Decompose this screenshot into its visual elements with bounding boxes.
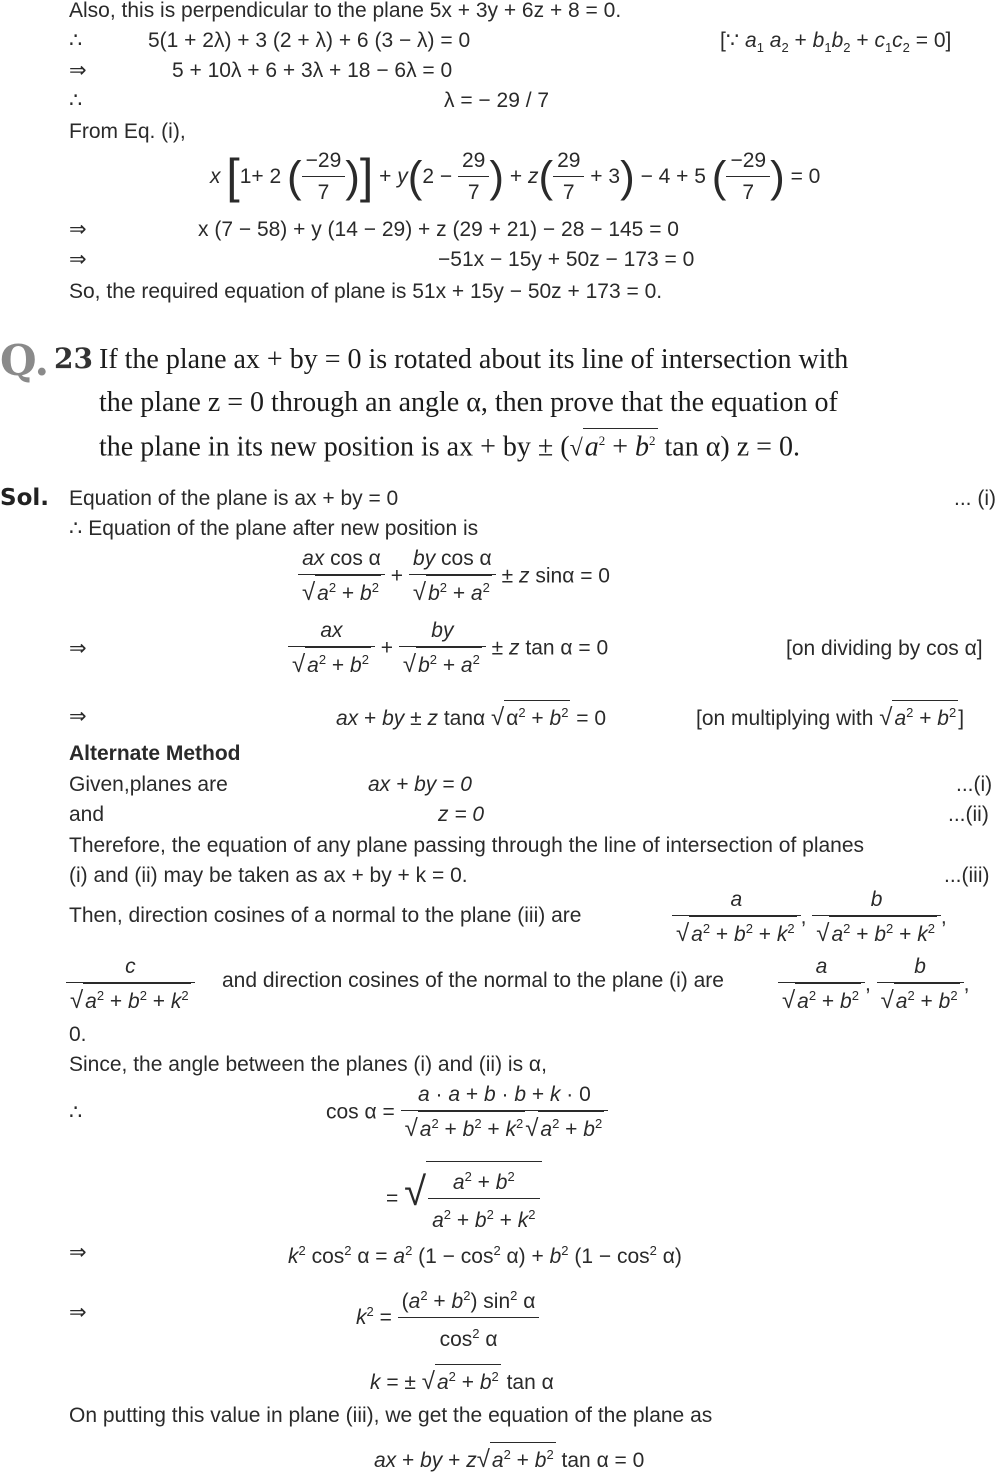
equation-large: x [1+ 2 ( $\frac{-29}{7}$ )] + y(2 − $\frac{29}{7}$ ) + z( $\frac{29}{7}$ + 3) − 4 + 5 ( $\frac{-29}{7}$ ) = 0 — [210, 146, 820, 209]
implies-symbol: ⇒ — [69, 218, 87, 241]
equation: ax + by + $z√a^2 + b^2$ tan α = 0 — [374, 1442, 644, 1474]
text-line: (i) and (ii) may be taken as ax + by + k = 0. — [69, 864, 468, 887]
equation-large: $k^2$ = $\frac{(a^2 + b^2) \sin^2 \alpha}{\cos^2 \alpha}$ — [356, 1280, 539, 1356]
question-line: If the plane ax + by = 0 is rotated about its line of intersection with — [99, 344, 849, 375]
equation: k = ± $√a^2 + b^2$ tan α — [370, 1364, 554, 1396]
equation: λ = − 29 / 7 — [444, 89, 550, 112]
text-line: ∴ Equation of the plane after new position is — [69, 517, 479, 540]
equation-large: $\frac{c}{√a^2 + b^2 + k^2}$ — [66, 952, 195, 1018]
text-line: Equation of the plane is ax + by = 0 — [69, 487, 399, 510]
question-text: its new position is ax + by ± ( — [236, 431, 570, 463]
equation: −51x − 15y + 50z − 173 = 0 — [438, 248, 695, 271]
equation-tag: ...(iii) — [944, 864, 990, 887]
equation-tag: ... (i) — [954, 487, 996, 510]
equation-tag: ...(i) — [956, 773, 993, 796]
equation: $k^2$ $\cos^2 \alpha = a^2$ $(1 - \cos^2 \alpha) + b^2$ $(1 - \cos^2 \alpha)$ — [288, 1243, 682, 1268]
text-line: Therefore, the equation of any plane passing through the line of intersection of planes — [69, 834, 865, 857]
equation-large: $\frac{a}{√a^2 + b^2}$ , $\frac{b}{√a^2 + b^2}$ , — [778, 952, 969, 1018]
text-line: From Eq. (i), — [69, 120, 186, 143]
implies-symbol: ⇒ — [69, 248, 87, 271]
equation: 5(1 + 2λ) + 3 (2 + λ) + 6 (3 − λ) = 0 — [148, 29, 471, 52]
implies-symbol: ⇒ — [69, 1301, 87, 1324]
text-line: and — [69, 803, 105, 826]
therefore-symbol: ∴ — [69, 1101, 83, 1124]
note-text: [on multiplying with — [696, 707, 874, 730]
note: [on dividing by cos α] — [786, 637, 983, 660]
implies-symbol: ⇒ — [69, 705, 87, 728]
question-text: tan α) z = 0. — [664, 431, 800, 463]
text-line: Also, this is perpendicular to the plane 5x + 3y + 6z + 8 = 0. — [69, 0, 622, 22]
equation: ax + by = 0 — [368, 773, 472, 796]
text-line: Since, the angle between the planes (i) and (ii) is α, — [69, 1053, 547, 1076]
equation: ax + by ± z tanα $√\alpha^2 + b^2 = 0$ — [336, 700, 606, 732]
text-line: Given,planes are — [69, 773, 228, 796]
implies-symbol: ⇒ — [69, 59, 87, 82]
implies-symbol: ⇒ — [69, 637, 87, 660]
equation-tag: ...(ii) — [948, 803, 989, 826]
question-line: the plane in its new position is ax + by ± ($√a^2 + b^2$ tan α) z = 0. — [99, 428, 800, 464]
text-line: and direction cosines of the normal to the plane (i) are — [222, 969, 724, 992]
solution-label: Sol. — [0, 485, 49, 511]
equation-large: $\frac{a}{√a^2 + b^2 + k^2}$ , $\frac{b}{√a^2 + b^2 + k^2}$ , — [672, 885, 947, 951]
equation-large: $\frac{\text{ax cos α}}{√a^2 + b^2}$ + $\frac{\text{by cos α}}{√b^2 + a^2}$ ± z sinα = 0 — [298, 544, 610, 610]
note: [∵ $a_1$ $a_2 + b_1b_2 + c_1c_2 = 0$] — [720, 29, 952, 56]
question-text: the plane in — [99, 431, 230, 463]
question-marker: Q. — [0, 336, 50, 385]
equation: z = 0 — [438, 803, 485, 826]
equation: 5 + 10λ + 6 + 3λ + 18 − 6λ = 0 — [172, 59, 453, 82]
section-heading: Alternate Method — [69, 742, 241, 765]
conclusion: So, the required equation of plane is 51x + 15y − 50z + 173 = 0. — [69, 280, 663, 303]
equation-large: cos α = $\frac{a \cdot a + b \cdot b + k \cdot 0}{√a^2 + b^2 + k^2√a^2 + b^2}$ — [326, 1080, 608, 1146]
equation-large: $\frac{ax}{√a^2 + b^2}$ + $\frac{by}{√b^2 + a^2}$ ± z tan α = 0 — [288, 616, 608, 682]
equation-large: = √ $\frac{a^2 + b^2}{a^2 + b^2 + k^2}$ — [386, 1160, 542, 1237]
therefore-symbol: ∴ — [69, 29, 83, 52]
text-line: Then, direction cosines of a normal to the plane (iii) are — [69, 904, 582, 927]
question-line: the plane z = 0 through an angle α, then prove that the equation of — [99, 387, 838, 418]
question-number: 23 — [54, 342, 93, 375]
note: [on multiplying with $√a^2 + b^2$] — [696, 700, 964, 732]
therefore-symbol: ∴ — [69, 89, 83, 112]
text-line: On putting this value in plane (iii), we get the equation of the plane as — [69, 1404, 713, 1427]
implies-symbol: ⇒ — [69, 1241, 87, 1264]
equation: x (7 − 58) + y (14 − 29) + z (29 + 21) − 28 − 145 = 0 — [198, 218, 679, 241]
text-line: 0. — [69, 1023, 87, 1046]
